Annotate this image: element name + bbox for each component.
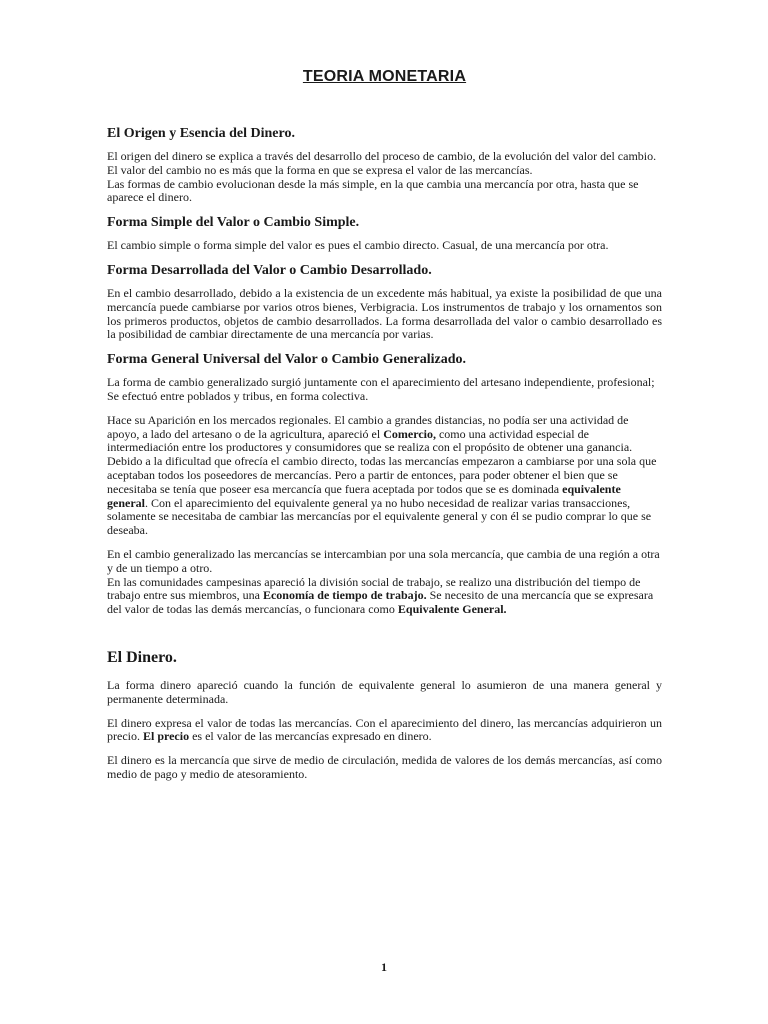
bold-term: Equivalente General.	[397, 602, 507, 617]
paragraph-text: como una actividad especial de intermediación entre los productores y consumidores que se realiza con el propósito de obtener una ganancia.	[107, 426, 633, 455]
paragraph-text: Las formas de cambio evolucionan desde la más simple, en la que cambia una mercancía por otra, hasta que se aparece el dinero.	[107, 176, 639, 205]
paragraph	[107, 376, 662, 404]
paragraph-text: La forma de cambio generalizado surgió juntamente con el aparecimiento del artesano independiente, profesional; Se efectuó entre poblados y tribus, en forma colectiva.	[107, 375, 655, 403]
bold-term: Comercio,	[383, 426, 436, 441]
section-heading: Forma General Universal del Valor o Cambio Generalizado.	[107, 352, 467, 368]
paragraph-text: El dinero expresa el valor de todas las mercancías. Con el aparecimiento del dinero, las mercancías adquirieron un precio.	[107, 715, 662, 744]
paragraph	[107, 287, 662, 342]
page-number: 1	[381, 960, 387, 974]
paragraph-text: En las comunidades campesinas apareció la división social de trabajo, se realizo una distribución del tiempo de trabajo entre sus miembros, una	[107, 574, 641, 603]
section-heading: El Dinero.	[107, 648, 177, 666]
paragraph-text: En el cambio desarrollado, debido a la existencia de un excedente más habitual, ya existe la posibilidad de que una mercancía puede cambiarse por varios otros bienes, Verbigracia. Los instrumentos de trabajo y los ornamentos son los primeros productos, objetos de cambio desarrollados. La forma desarrollada del valor o cambio desarrollado es la posibilidad de cambiar directamente de una mercancía por varias.	[107, 285, 662, 342]
document-title: TEORIA MONETARIA	[302, 68, 467, 85]
paragraph	[107, 679, 662, 707]
paragraph	[107, 576, 662, 617]
section-forma-simple	[107, 215, 662, 253]
paragraph-text: . Con el aparecimiento del equivalente general ya no hubo necesidad de realizar varias transacciones, solamente se necesitaba de cambiar las mercancías por el equivalente general y con él se pudio comprar lo que se deseaba.	[107, 495, 652, 538]
paragraph	[107, 414, 662, 455]
paragraph-text: En el cambio generalizado las mercancías se intercambian por una sola mercancía, que cambia de una región a otra y de un tiempo a otro.	[107, 546, 660, 575]
section-forma-general	[107, 352, 662, 617]
bold-term: equivalente general	[107, 481, 621, 510]
section-origen	[107, 126, 662, 205]
paragraph-text: El cambio simple o forma simple del valor es pues el cambio directo. Casual, de una mercancía por otra.	[107, 238, 609, 253]
section-el-dinero	[107, 649, 662, 782]
paragraph	[107, 717, 662, 745]
paragraph-text: La forma dinero apareció cuando la función de equivalente general lo asumieron de una manera general y permanente determinada.	[107, 677, 662, 706]
paragraph-text: Se necesito de una mercancía que se expresara del valor de todas las demás mercancías, o funcionara como	[107, 588, 654, 617]
paragraph	[107, 455, 662, 538]
paragraph	[107, 150, 662, 178]
paragraph	[107, 548, 662, 576]
paragraph-text: El dinero es la mercancía que sirve de medio de circulación, medida de valores de los demás mercancías, así como medio de pago y medio de atesoramiento.	[107, 753, 662, 781]
paragraph-text: El origen del dinero se explica a través del desarrollo del proceso de cambio, de la evolución del valor del cambio. El valor del cambio no es más que la forma en que se expresa el valor de las mercancías.	[107, 149, 657, 177]
section-forma-desarrollada	[107, 263, 662, 342]
section-heading: El Origen y Esencia del Dinero.	[107, 126, 295, 141]
section-heading: Forma Desarrollada del Valor o Cambio Desarrollado.	[107, 262, 432, 278]
paragraph-text: Hace su Aparición en los mercados regionales. El cambio a grandes distancias, no podía ser una actividad de apoyo, a lado del artesano o de la agricultura, apareció el	[107, 412, 629, 441]
paragraph	[107, 754, 662, 782]
paragraph-text: es el valor de las mercancías expresado en dinero.	[189, 729, 432, 744]
paragraph	[107, 178, 662, 206]
paragraph	[107, 239, 662, 253]
paragraph-text: Debido a la dificultad que ofrecía el cambio directo, todas las mercancías empezaron a cambiarse por una sola que aceptaban todos los poseedores de mercancías. Pero a partir de entonces, para poder obtener el bien que se necesitaba se tenía que poseer esa mercancía que fuera aceptada por todos que se es dominada	[107, 454, 657, 496]
bold-term: El precio	[142, 729, 190, 744]
section-heading: Forma Simple del Valor o Cambio Simple.	[107, 215, 360, 231]
bold-term: Economía de tiempo de trabajo.	[262, 588, 427, 603]
